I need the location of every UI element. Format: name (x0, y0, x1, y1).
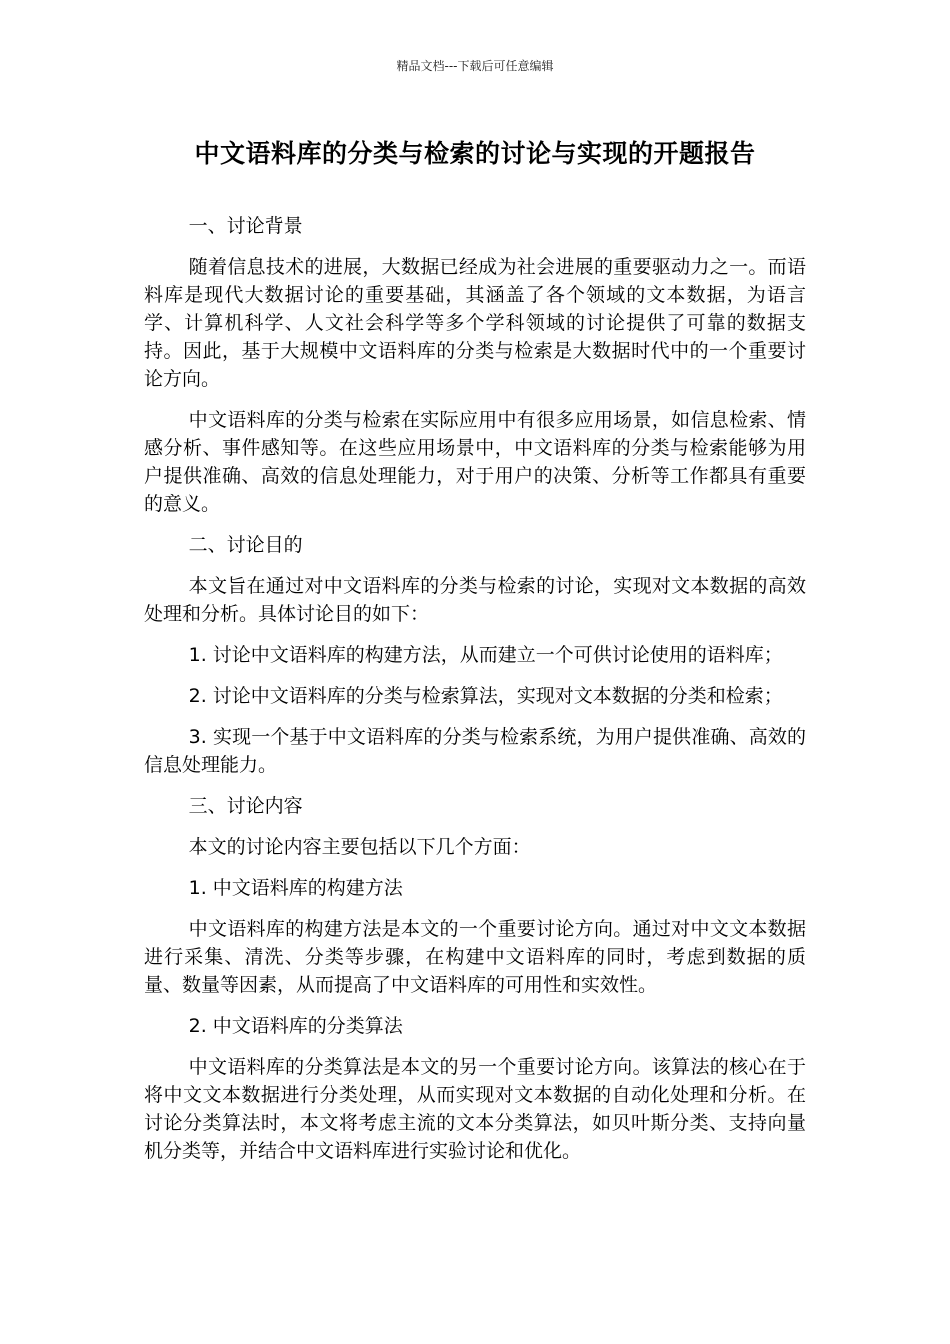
section-heading-content: 三、讨论内容 (188, 795, 303, 817)
list-item: 1. 讨论中文语料库的构建方法，从而建立一个可供讨论使用的语料库； (188, 644, 783, 666)
paragraph: 随着信息技术的进展，大数据已经成为社会进展的重要驱动力之一。而语料库是现代大数据讨论的重要基础，其涵盖了各个领域的文本数据，为语言学、计算机科学、人文社会科学等多个学科领域的讨论提供了可靠的数据支持。因此，基于大规模中文语料库的分类与检索是大数据时代中的一个重要讨论方向。 (144, 256, 806, 390)
document-body (144, 212, 806, 1178)
paragraph: 本文旨在通过对中文语料库的分类与检索的讨论，实现对文本数据的高效处理和分析。具体讨论目的如下： (144, 575, 806, 625)
subheading: 1. 中文语料库的构建方法 (188, 877, 403, 899)
paragraph: 中文语料库的分类与检索在实际应用中有很多应用场景，如信息检索、情感分析、事件感知等。在这些应用场景中，中文语料库的分类与检索能够为用户提供准确、高效的信息处理能力，对于用户的决策、分析等工作都具有重要的意义。 (144, 409, 806, 515)
header-note: 精品文档---下载后可任意编辑 (396, 59, 554, 73)
list-item: 2. 讨论中文语料库的分类与检索算法，实现对文本数据的分类和检索； (188, 685, 783, 707)
section-heading-purpose: 二、讨论目的 (188, 534, 303, 556)
document-title: 中文语料库的分类与检索的讨论与实现的开题报告 (194, 139, 756, 168)
paragraph: 中文语料库的构建方法是本文的一个重要讨论方向。通过对中文文本数据进行采集、清洗、分类等步骤，在构建中文语料库的同时，考虑到数据的质量、数量等因素，从而提高了中文语料库的可用性和实效性。 (144, 918, 806, 996)
section-heading-background: 一、讨论背景 (188, 215, 303, 237)
list-item: 3. 实现一个基于中文语料库的分类与检索系统，为用户提供准确、高效的信息处理能力。 (144, 726, 806, 776)
paragraph: 中文语料库的分类算法是本文的另一个重要讨论方向。该算法的核心在于将中文文本数据进行分类处理，从而实现对文本数据的自动化处理和分析。在讨论分类算法时，本文将考虑主流的文本分类算法，如贝叶斯分类、支持向量机分类等，并结合中文语料库进行实验讨论和优化。 (144, 1056, 806, 1162)
subheading: 2. 中文语料库的分类算法 (188, 1015, 403, 1037)
paragraph: 本文的讨论内容主要包括以下几个方面： (188, 836, 531, 858)
